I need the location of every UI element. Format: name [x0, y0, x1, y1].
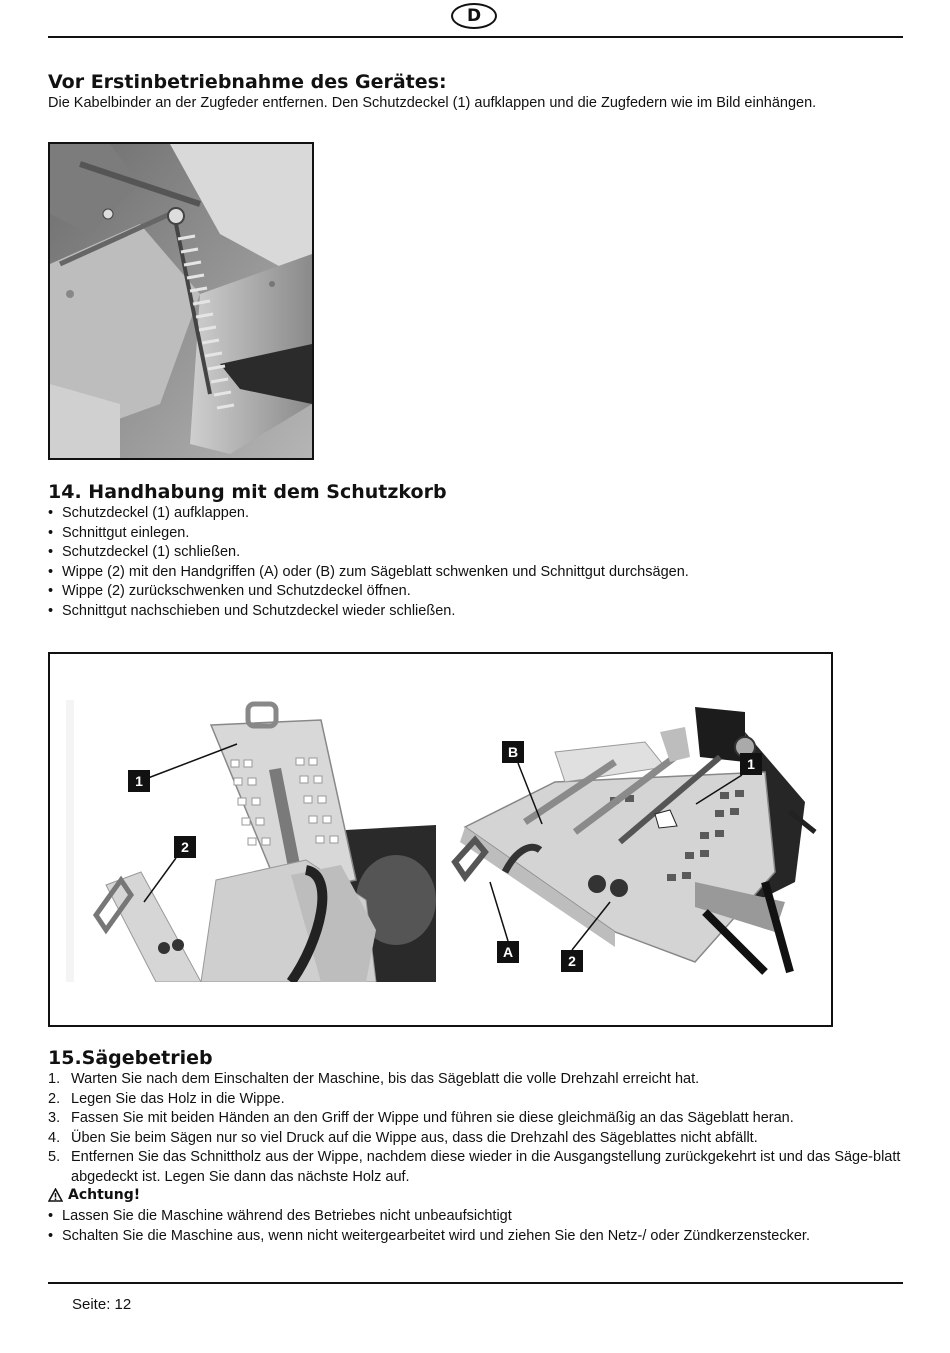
callout-left-2-label: 2	[181, 839, 189, 855]
list-item: • Wippe (2) zurückschwenken und Schutzdeckel öffnen.	[48, 582, 908, 602]
step-item	[48, 1109, 904, 1129]
warning-list	[48, 1207, 908, 1246]
section-15-title: Sägebetrieb	[81, 1047, 213, 1069]
section-14-title: Handhabung mit dem Schutzkorb	[88, 481, 447, 503]
warning-title: Achtung!	[68, 1187, 141, 1203]
section-15-heading	[48, 1046, 213, 1070]
step-text: Üben Sie beim Sägen nur so viel Druck auf die Wippe aus, dass die Drehzahl des Sägeblattes nicht abfällt.	[71, 1129, 758, 1146]
header-rule	[48, 36, 903, 38]
callout-right-1-label: 1	[747, 756, 755, 772]
list-item: • Wippe (2) mit den Handgriffen (A) oder (B) zum Sägeblatt schwenken und Schnittgut durchsägen.	[48, 563, 908, 583]
callout-right-2-label: 2	[568, 953, 576, 969]
callout-left-1-label: 1	[135, 773, 143, 789]
list-item: • Schutzdeckel (1) aufklappen.	[48, 504, 908, 524]
list-item: • Schutzdeckel (1) schließen.	[48, 543, 908, 563]
page-number: Seite: 12	[72, 1296, 132, 1313]
step-item	[48, 1148, 904, 1187]
spring-photo-image	[50, 144, 312, 458]
callout-right-b-label: B	[507, 744, 519, 760]
step-text: Fassen Sie mit beiden Händen an den Griff der Wippe und führen sie diese gleichmäßig an das Sägeblatt heran.	[71, 1110, 794, 1126]
section-15-number: 15.	[48, 1047, 82, 1069]
list-item: • Schnittgut einlegen.	[48, 524, 908, 544]
callout-right-a-label: A	[502, 944, 514, 960]
list-item: • Schalten Sie die Maschine aus, wenn nicht weitergearbeitet wird und ziehen Sie den Netz-/ oder Zündkerzenstecker.	[48, 1227, 908, 1247]
section-14-heading	[48, 480, 447, 504]
warning-heading	[48, 1187, 140, 1203]
language-badge-label: D	[466, 6, 482, 26]
step-number: 4.	[48, 1129, 61, 1146]
language-badge	[451, 3, 497, 29]
intro-text: Die Kabelbinder an der Zugfeder entfernen. Den Schutzdeckel (1) aufklappen und die Zugfedern wie im Bild einhängen.	[48, 95, 817, 111]
step-number: 2.	[48, 1090, 61, 1107]
step-text: Entfernen Sie das Schnittholz aus der Wippe, nachdem diese wieder in die Ausgangstellung zurückgekehrt ist und das Säge-blatt abgedeckt ist. Legen Sie dann das nächste Holz auf.	[71, 1149, 901, 1185]
step-number: 5.	[48, 1149, 61, 1165]
machine-figure	[48, 652, 833, 1027]
section-15-steps	[48, 1070, 904, 1187]
step-item	[48, 1090, 904, 1110]
footer-rule	[48, 1282, 903, 1284]
list-item: • Schnittgut nachschieben und Schutzdeckel wieder schließen.	[48, 602, 908, 622]
step-number: 3.	[48, 1110, 61, 1126]
section-14-number: 14.	[48, 481, 82, 503]
step-text: Warten Sie nach dem Einschalten der Maschine, bis das Sägeblatt die volle Drehzahl erreicht hat.	[71, 1071, 700, 1087]
warning-triangle-icon	[48, 1188, 63, 1202]
step-text: Legen Sie das Holz in die Wippe.	[71, 1090, 285, 1107]
list-item: • Lassen Sie die Maschine während des Betriebes nicht unbeaufsichtigt	[48, 1207, 908, 1227]
callout-leader-lines-right	[50, 654, 831, 1025]
step-number: 1.	[48, 1071, 61, 1087]
intro-title: Vor Erstinbetriebnahme des Gerätes:	[48, 71, 447, 93]
step-item	[48, 1129, 904, 1149]
spring-photo	[48, 142, 314, 460]
section-14-list	[48, 504, 908, 621]
step-item	[48, 1070, 904, 1090]
